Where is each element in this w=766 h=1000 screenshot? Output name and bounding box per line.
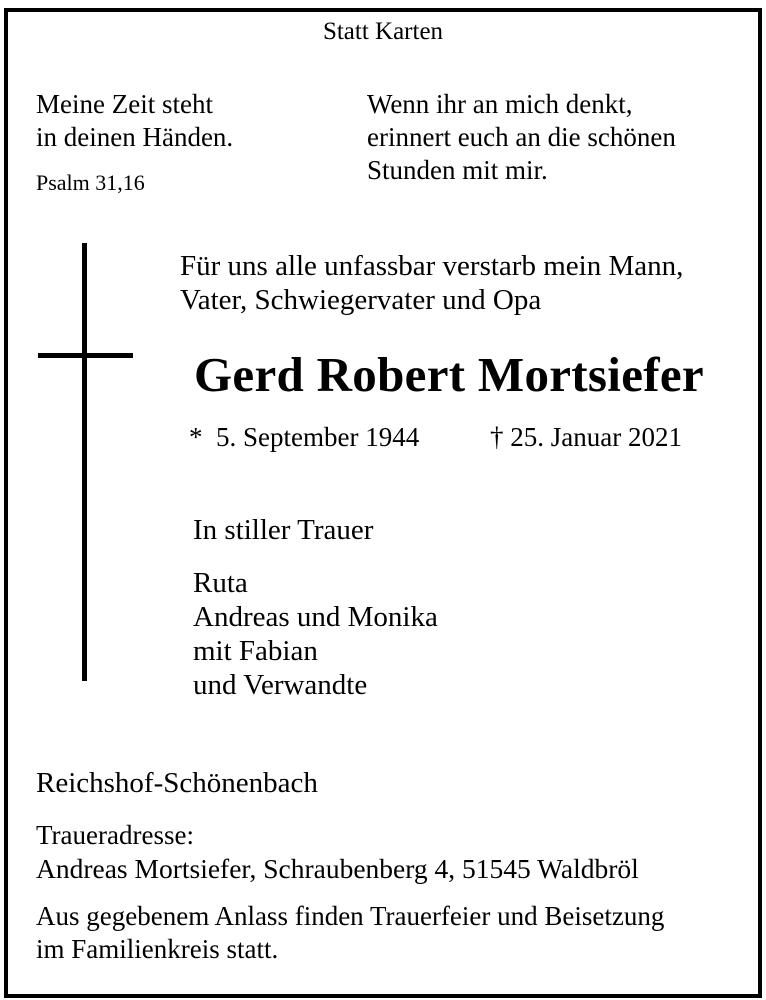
verse-left-line-2: in deinen Händen. <box>36 122 234 152</box>
verse-source: Psalm 31,16 <box>36 170 145 195</box>
closing-line-2: im Familienkreis statt. <box>36 934 279 964</box>
mourner-item: mit Fabian <box>193 635 318 667</box>
verse-right-line-2: erinnert euch an die schönen <box>367 122 676 152</box>
verse-right <box>367 88 676 187</box>
mourner-item: Ruta <box>193 567 248 599</box>
intro-line-2: Vater, Schwiegervater und Opa <box>180 284 542 316</box>
intro-line-1: Für uns alle unfassbar verstarb mein Mann, <box>180 250 684 282</box>
verse-left <box>36 88 233 154</box>
closing-line-1: Aus gegebenem Anlass finden Trauerfeier und Beisetzung <box>36 901 665 931</box>
verse-left-line-1: Meine Zeit steht <box>36 89 213 119</box>
header-statt-karten: Statt Karten <box>322 18 444 45</box>
mourner-item: und Verwandte <box>193 669 368 701</box>
address: Andreas Mortsiefer, Schraubenberg 4, 51545 Waldbröl <box>36 853 639 884</box>
place: Reichshof-Schönenbach <box>36 767 318 799</box>
verse-right-line-3: Stunden mit mir. <box>367 155 548 185</box>
cross-icon-horizontal <box>38 353 133 358</box>
closing-text <box>36 900 664 966</box>
cross-icon-vertical <box>82 243 87 681</box>
birth-date: * 5. September 1944 <box>189 422 420 452</box>
death-date: † 25. Januar 2021 <box>490 422 682 452</box>
mourner-item: Andreas und Monika <box>193 601 438 633</box>
mourning-label: In stiller Trauer <box>193 514 374 546</box>
mourners-list <box>193 566 438 702</box>
address-label: Traueradresse: <box>36 820 194 850</box>
intro-text <box>180 249 683 317</box>
verse-right-line-1: Wenn ihr an mich denkt, <box>367 89 633 119</box>
deceased-name: Gerd Robert Mortsiefer <box>194 347 704 402</box>
